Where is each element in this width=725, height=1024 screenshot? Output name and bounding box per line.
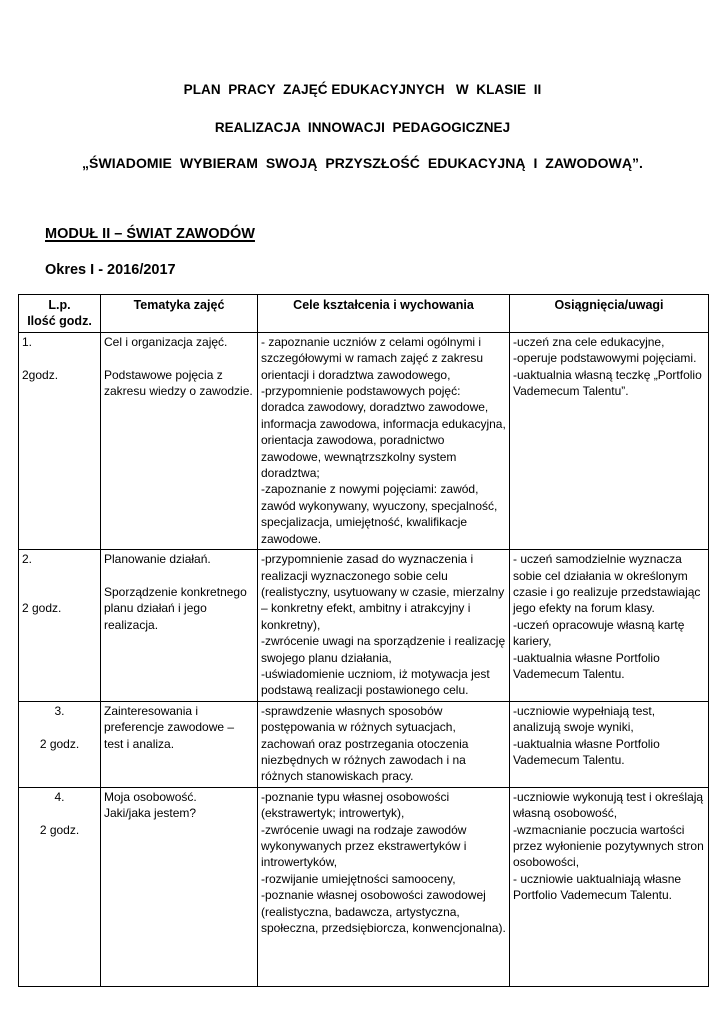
- lesson-plan-table: [18, 294, 709, 987]
- row-goals: -poznanie typu własnej osobowości (ekstrawertyk; introwertyk), -zwrócenie uwagi na rodzaje zawodów wykonywanych przez ekstrawertyków i introwertyków, -rozwijanie umiejętności samooceny, -poznanie własnej osobowości zawodowej (realistyczna, badawcza, artystyczna, społeczna, przedsiębiorcza, konwencjonalna).: [258, 787, 510, 986]
- row-goals: - zapoznanie uczniów z celami ogólnymi i szczegółowymi w ramach zajęć z zakresu orientacji i doradztwa zawodowego, -przypomnienie podstawowych pojęć: doradca zawodowy, doradztwo zawodowe, informacja zawodowa, informacja edukacyjna, orientacja zawodowa, poradnictwo zawodowe, wewnątrzszkolny system doradztwa; -zapoznanie z nowymi pojęciami: zawód, zawód wykonywany, wyuczony, specjalność, specjalizacja, umiejętność, kwalifikacje zawodowe.: [258, 332, 510, 549]
- row-results: - uczeń samodzielnie wyznacza sobie cel działania w określonym czasie i go realizuje przedstawiając jego efekty na forum klasy. -uczeń opracowuje własną kartę kariery, -uaktualnia własne Portfolio Vademecum Talentu.: [510, 550, 709, 702]
- table-row: [19, 701, 709, 787]
- column-header-topic: Tematyka zajęć: [101, 295, 258, 333]
- plan-title: PLAN PRACY ZAJĘĆ EDUKACYJNYCH W KLASIE II: [183, 82, 542, 97]
- row-goals: -przypomnienie zasad do wyznaczenia i realizacji wyznaczonego sobie celu (realistyczny, usytuowany w czasie, mierzalny – konkretny efekt, ambitny i atrakcyjny i konkretny), -zwrócenie uwagi na sporządzenie i realizację swojego planu działania, -uświadomienie uczniom, iż motywacja jest podstawą realizacji postawionego celu.: [258, 550, 510, 702]
- row-results: -uczniowie wykonują test i określają własną osobowość, -wzmacnianie poczucia wartości przez wyłonienie pozytywnych stron osobowości, - uczniowie uaktualniają własne Portfolio Vademecum Talentu.: [510, 787, 709, 986]
- row-topic: Cel i organizacja zajęć. Podstawowe pojęcia z zakresu wiedzy o zawodzie.: [101, 332, 258, 549]
- row-goals: -sprawdzenie własnych sposobów postępowania w różnych sytuacjach, zachowań oraz postrzegania otoczenia niezbędnych w różnych zawodach i na różnych stanowiskach pracy.: [258, 701, 510, 787]
- innovation-title: REALIZACJA INNOWACJI PEDAGOGICZNEJ: [214, 120, 511, 135]
- row-topic: Moja osobowość. Jaki/jaka jestem?: [101, 787, 258, 986]
- column-header-goals: Cele kształcenia i wychowania: [258, 295, 510, 333]
- row-lp: 3. 2 godz.: [19, 701, 101, 787]
- row-topic: Zainteresowania i preferencje zawodowe – test i analiza.: [101, 701, 258, 787]
- row-lp: 4. 2 godz.: [19, 787, 101, 986]
- program-title: „ŚWIADOMIE WYBIERAM SWOJĄ PRZYSZŁOŚĆ EDUKACYJNĄ I ZAWODOWĄ”.: [82, 155, 643, 171]
- table-header-row: [19, 295, 709, 333]
- period-heading: Okres I - 2016/2017: [45, 262, 176, 278]
- module-heading: MODUŁ II – ŚWIAT ZAWODÓW: [45, 226, 255, 242]
- table-row: [19, 787, 709, 986]
- row-topic: Planowanie działań. Sporządzenie konkretnego planu działań i jego realizacja.: [101, 550, 258, 702]
- row-results: -uczeń zna cele edukacyjne, -operuje podstawowymi pojęciami. -uaktualnia własną teczkę „Portfolio Vademecum Talentu”.: [510, 332, 709, 549]
- row-lp: 1. 2godz.: [19, 332, 101, 549]
- column-header-results: Osiągnięcia/uwagi: [510, 295, 709, 333]
- row-results: -uczniowie wypełniają test, analizują swoje wyniki, -uaktualnia własne Portfolio Vademecum Talentu.: [510, 701, 709, 787]
- row-lp: 2. 2 godz.: [19, 550, 101, 702]
- column-header-lp: L.p. Ilość godz.: [19, 295, 101, 333]
- table-row: [19, 550, 709, 702]
- table-row: [19, 332, 709, 549]
